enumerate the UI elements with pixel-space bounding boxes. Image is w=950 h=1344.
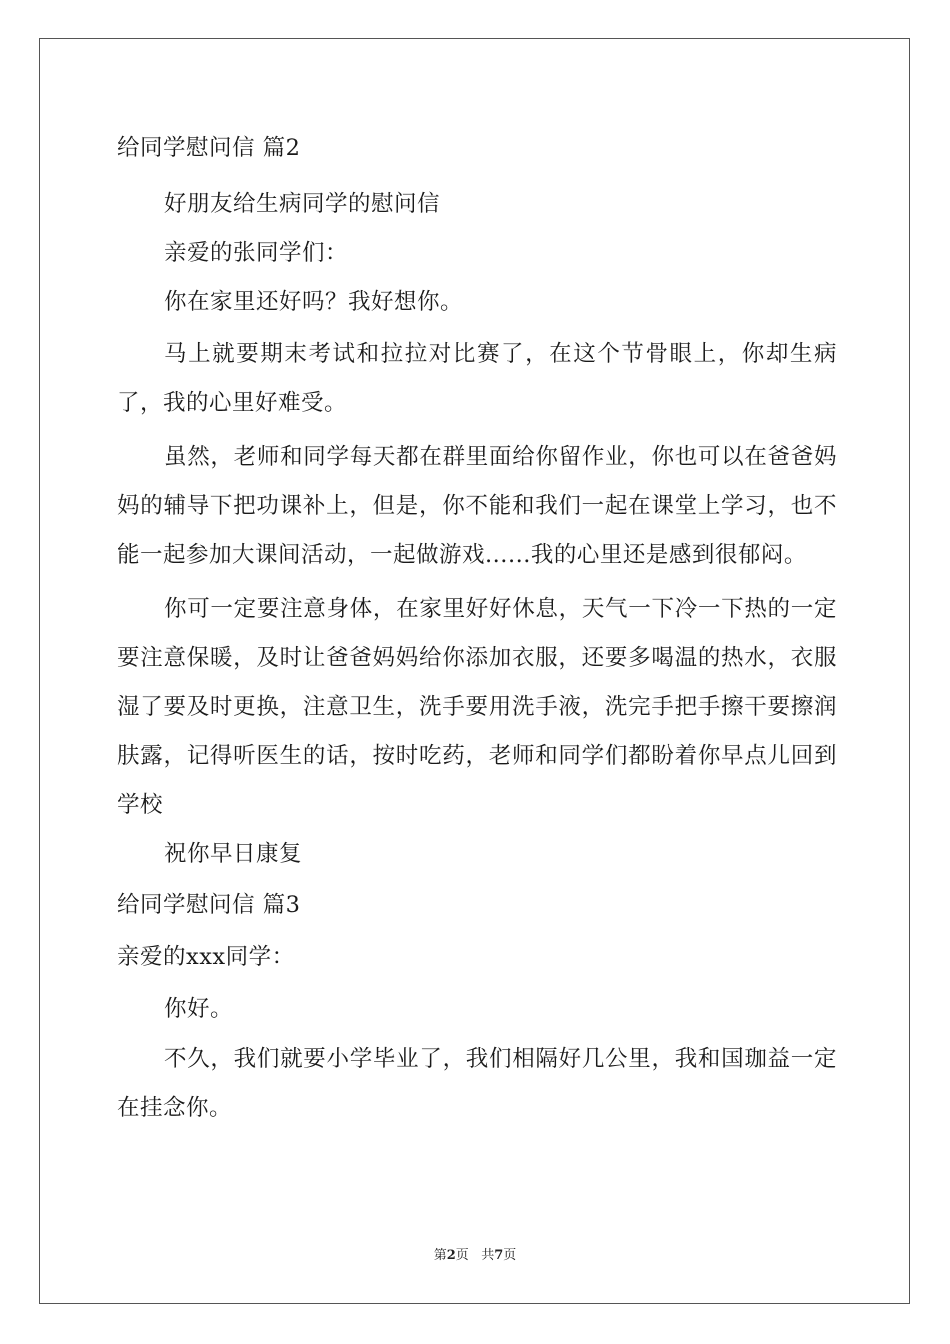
section-3-salutation: 亲爱的xxx同学： — [117, 944, 295, 970]
page-total: 7 — [494, 1248, 504, 1263]
section-3-paragraph-1: 不久，我们就要小学毕业了，我们相隔好几公里，我和国珈益一定在挂念你。 — [117, 1046, 837, 1121]
total-suffix: 页 — [503, 1248, 517, 1263]
section-2-paragraph-3: 虽然，老师和同学每天都在群里面给你留作业，你也可以在爸爸妈妈的辅导下把功课补上，但是，你不能和我们一起在课堂上学习，也不能一起参加大课间活动，一起做游戏......我的心里还是感到很郁闷。 — [117, 444, 837, 568]
page-footer — [0, 1244, 950, 1263]
page-suffix: 页 — [455, 1248, 469, 1263]
document-body — [117, 128, 837, 1133]
total-prefix: 共 — [481, 1248, 495, 1263]
section-2-paragraph-1: 你在家里还好吗？我好想你。 — [164, 289, 464, 315]
section-2-salutation: 亲爱的张同学们： — [164, 240, 349, 266]
section-2-heading: 给同学慰问信 篇2 — [117, 135, 301, 161]
section-2-closing: 祝你早日康复 — [164, 841, 303, 867]
page-prefix: 第 — [433, 1248, 447, 1263]
section-3-greeting: 你好。 — [164, 996, 234, 1022]
page-current: 2 — [446, 1248, 456, 1263]
section-2-paragraph-4: 你可一定要注意身体，在家里好好休息，天气一下冷一下热的一定要注意保暖，及时让爸爸妈妈给你添加衣服，还要多喝温的热水，衣服湿了要及时更换，注意卫生，洗手要用洗手液，洗完手把手擦干要擦润肤露，记得听医生的话，按时吃药，老师和同学们都盼着你早点儿回到学校 — [117, 596, 837, 818]
section-2-subtitle: 好朋友给生病同学的慰问信 — [164, 191, 441, 217]
section-2-paragraph-2: 马上就要期末考试和拉拉对比赛了，在这个节骨眼上，你却生病了，我的心里好难受。 — [117, 341, 837, 416]
section-3-heading: 给同学慰问信 篇3 — [117, 892, 301, 918]
